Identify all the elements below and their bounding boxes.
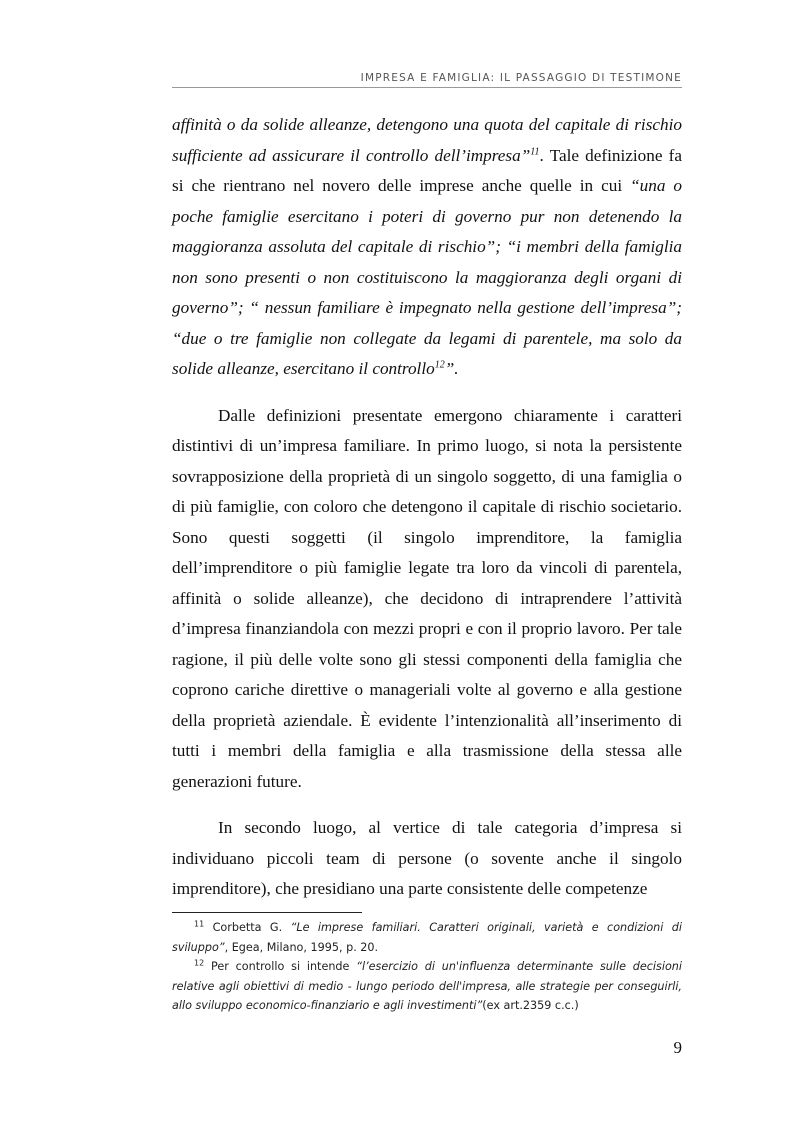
footnote-number: 12 [194,958,205,968]
footnote-lead: Per controllo si intende [210,960,357,973]
footnotes [172,918,682,1016]
quote-text: affinità o da solide alleanze, detengono una quota del capitale di rischio sufficiente ad assicurare il controllo dell’impresa” [172,115,682,165]
running-header: IMPRESA E FAMIGLIA: IL PASSAGGIO DI TESTIMONE [360,72,682,84]
footnote-ref-11[interactable]: 11 [530,145,540,157]
paragraph-text: . Tale definizione fa si che rientrano nel novero delle imprese anche quelle in cui [172,145,683,195]
paragraph: In secondo luogo, al vertice di tale categoria d’impresa si individuano piccoli team di persone (o sovente anche il singolo imprenditore), che presidiano una parte consistente delle competenze [172,818,682,898]
body-text [172,110,682,905]
quote-text: “una o poche famiglie esercitano i poteri di governo pur non detenendo la maggioranza assoluta del capitale di rischio”; “i membri della famiglia non sono presenti o non costituiscono la maggioranza degli organi di governo”; “ nessun familiare è impegnato nella gestione dell’impresa”; “due o tre famiglie non collegate da legami di parentele, ma solo da solide alleanze, esercitano il controllo [172,176,682,378]
footnote-11 [172,918,682,957]
page-number: 9 [673,1038,682,1057]
footnote-12 [172,957,682,1016]
footnote-title: “Le imprese familiari. Caratteri originali, varietà e condizioni di sviluppo” [172,921,682,954]
footnote-quote: “l’esercizio di un'influenza determinante sulle decisioni relative agli obiettivi di medio - lungo periodo dell'impresa, alle strategie per conseguirli, allo sviluppo economico-finanziario e agli investimenti” [172,960,682,1012]
footnote-number: 11 [194,919,205,929]
quote-text: ”. [444,359,459,378]
footnote-ref-12[interactable]: 12 [434,359,445,371]
paragraph-continued [172,110,682,385]
footnote-separator [172,912,362,913]
footnote-author: Corbetta G. [212,921,291,934]
header-rule [172,87,682,88]
paragraph: Dalle definizioni presentate emergono chiaramente i caratteri distintivi di un’impresa familiare. In primo luogo, si nota la persistente sovrapposizione della proprietà di un singolo soggetto, di una famiglia o di più famiglie, con coloro che detengono il capitale di rischio societario. Sono questi soggetti (il singolo imprenditore, la famiglia dell’imprenditore o più famiglie legate tra loro da vincoli di parentela, affinità o solide alleanze), che decidono di intraprendere l’attività d’impresa finanziandola con mezzi propri e con il proprio lavoro. Per tale ragione, il più delle volte sono gli stessi componenti della famiglia che coprono cariche direttive o manageriali volte al governo e alla gestione della proprietà aziendale. È evidente l’intenzionalità all’inserimento di tutti i membri della famiglia e alla trasmissione della stessa alle generazioni future. [172,405,682,791]
footnote-citation: (ex art.2359 c.c.) [482,999,579,1012]
footnote-citation: , Egea, Milano, 1995, p. 20. [224,940,379,954]
